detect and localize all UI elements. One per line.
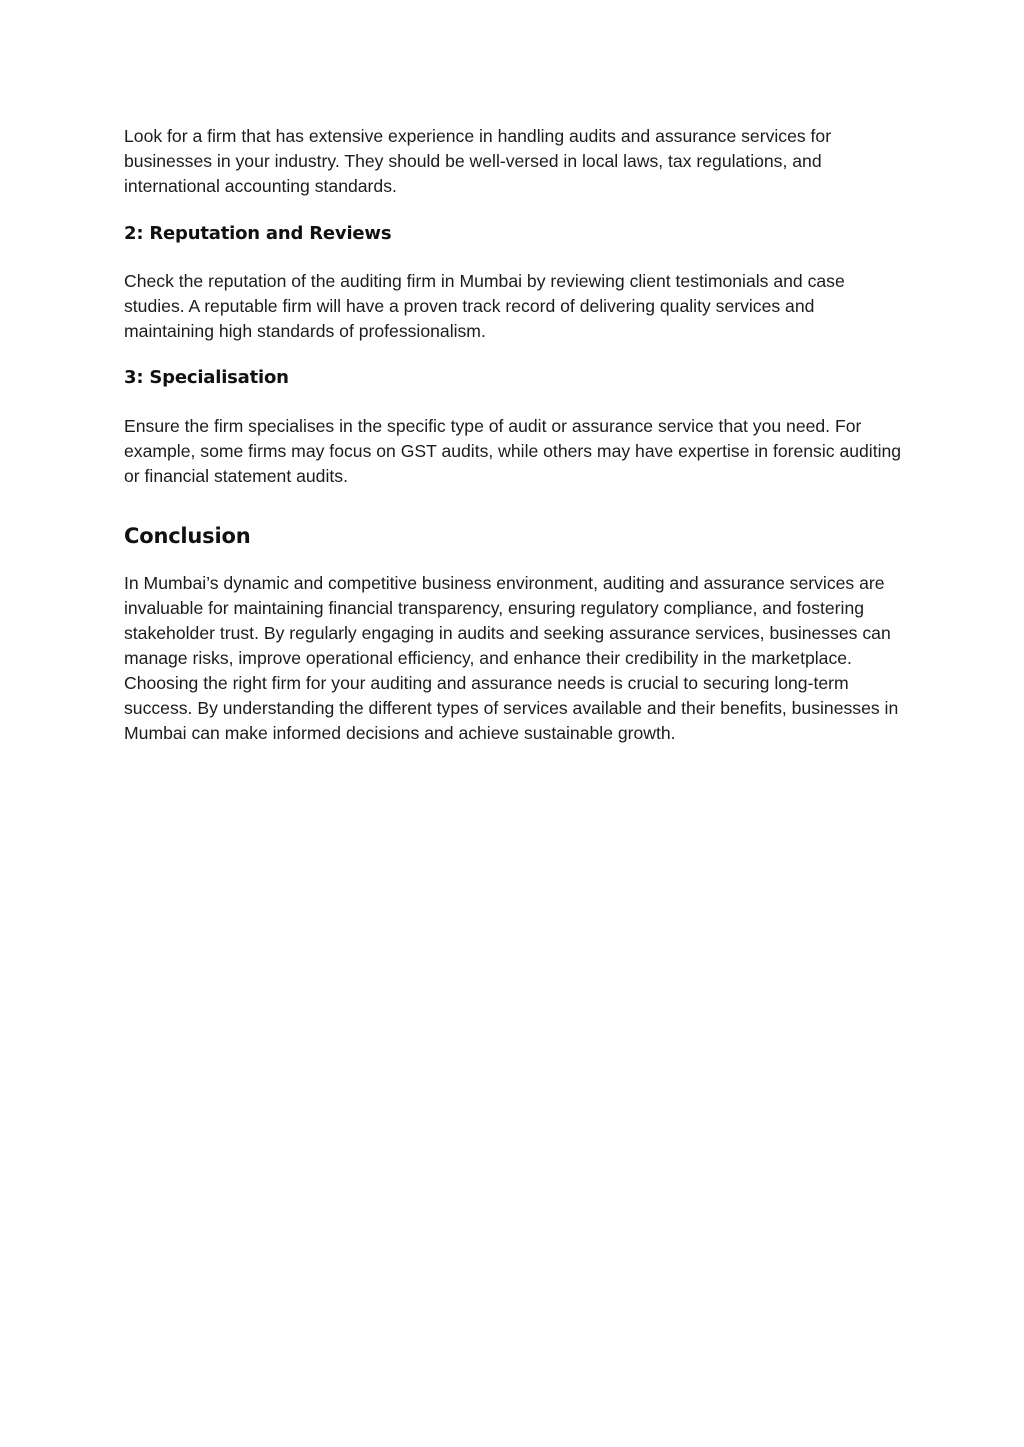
reputation-paragraph: Check the reputation of the auditing firm in Mumbai by reviewing client testimonials and case studies. A reputable firm will have a proven track record of delivering quality services and maintaining high standards of professionalism. xyxy=(124,271,845,341)
section-heading-reputation: 2: Reputation and Reviews xyxy=(124,223,392,244)
document-body xyxy=(124,124,904,746)
conclusion-paragraph: In Mumbai’s dynamic and competitive business environment, auditing and assurance services are invaluable for maintaining financial transparency, ensuring regulatory compliance, and fostering stakeholder trust. By regularly engaging in audits and seeking assurance services, businesses can manage risks, improve operational efficiency, and enhance their credibility in the marketplace. Choosing the right firm for your auditing and assurance needs is crucial to securing long-term success. By understanding the different types of services available and their benefits, businesses in Mumbai can make informed decisions and achieve sustainable growth. xyxy=(124,573,899,743)
specialisation-paragraph: Ensure the firm specialises in the specific type of audit or assurance service that you need. For example, some firms may focus on GST audits, while others may have expertise in forensic auditing or financial statement audits. xyxy=(124,416,902,486)
conclusion-heading: Conclusion xyxy=(124,524,251,548)
section-heading-specialisation: 3: Specialisation xyxy=(124,367,289,388)
intro-paragraph: Look for a firm that has extensive experience in handling audits and assurance services for businesses in your industry. They should be well-versed in local laws, tax regulations, and international accounting standards. xyxy=(124,126,832,196)
